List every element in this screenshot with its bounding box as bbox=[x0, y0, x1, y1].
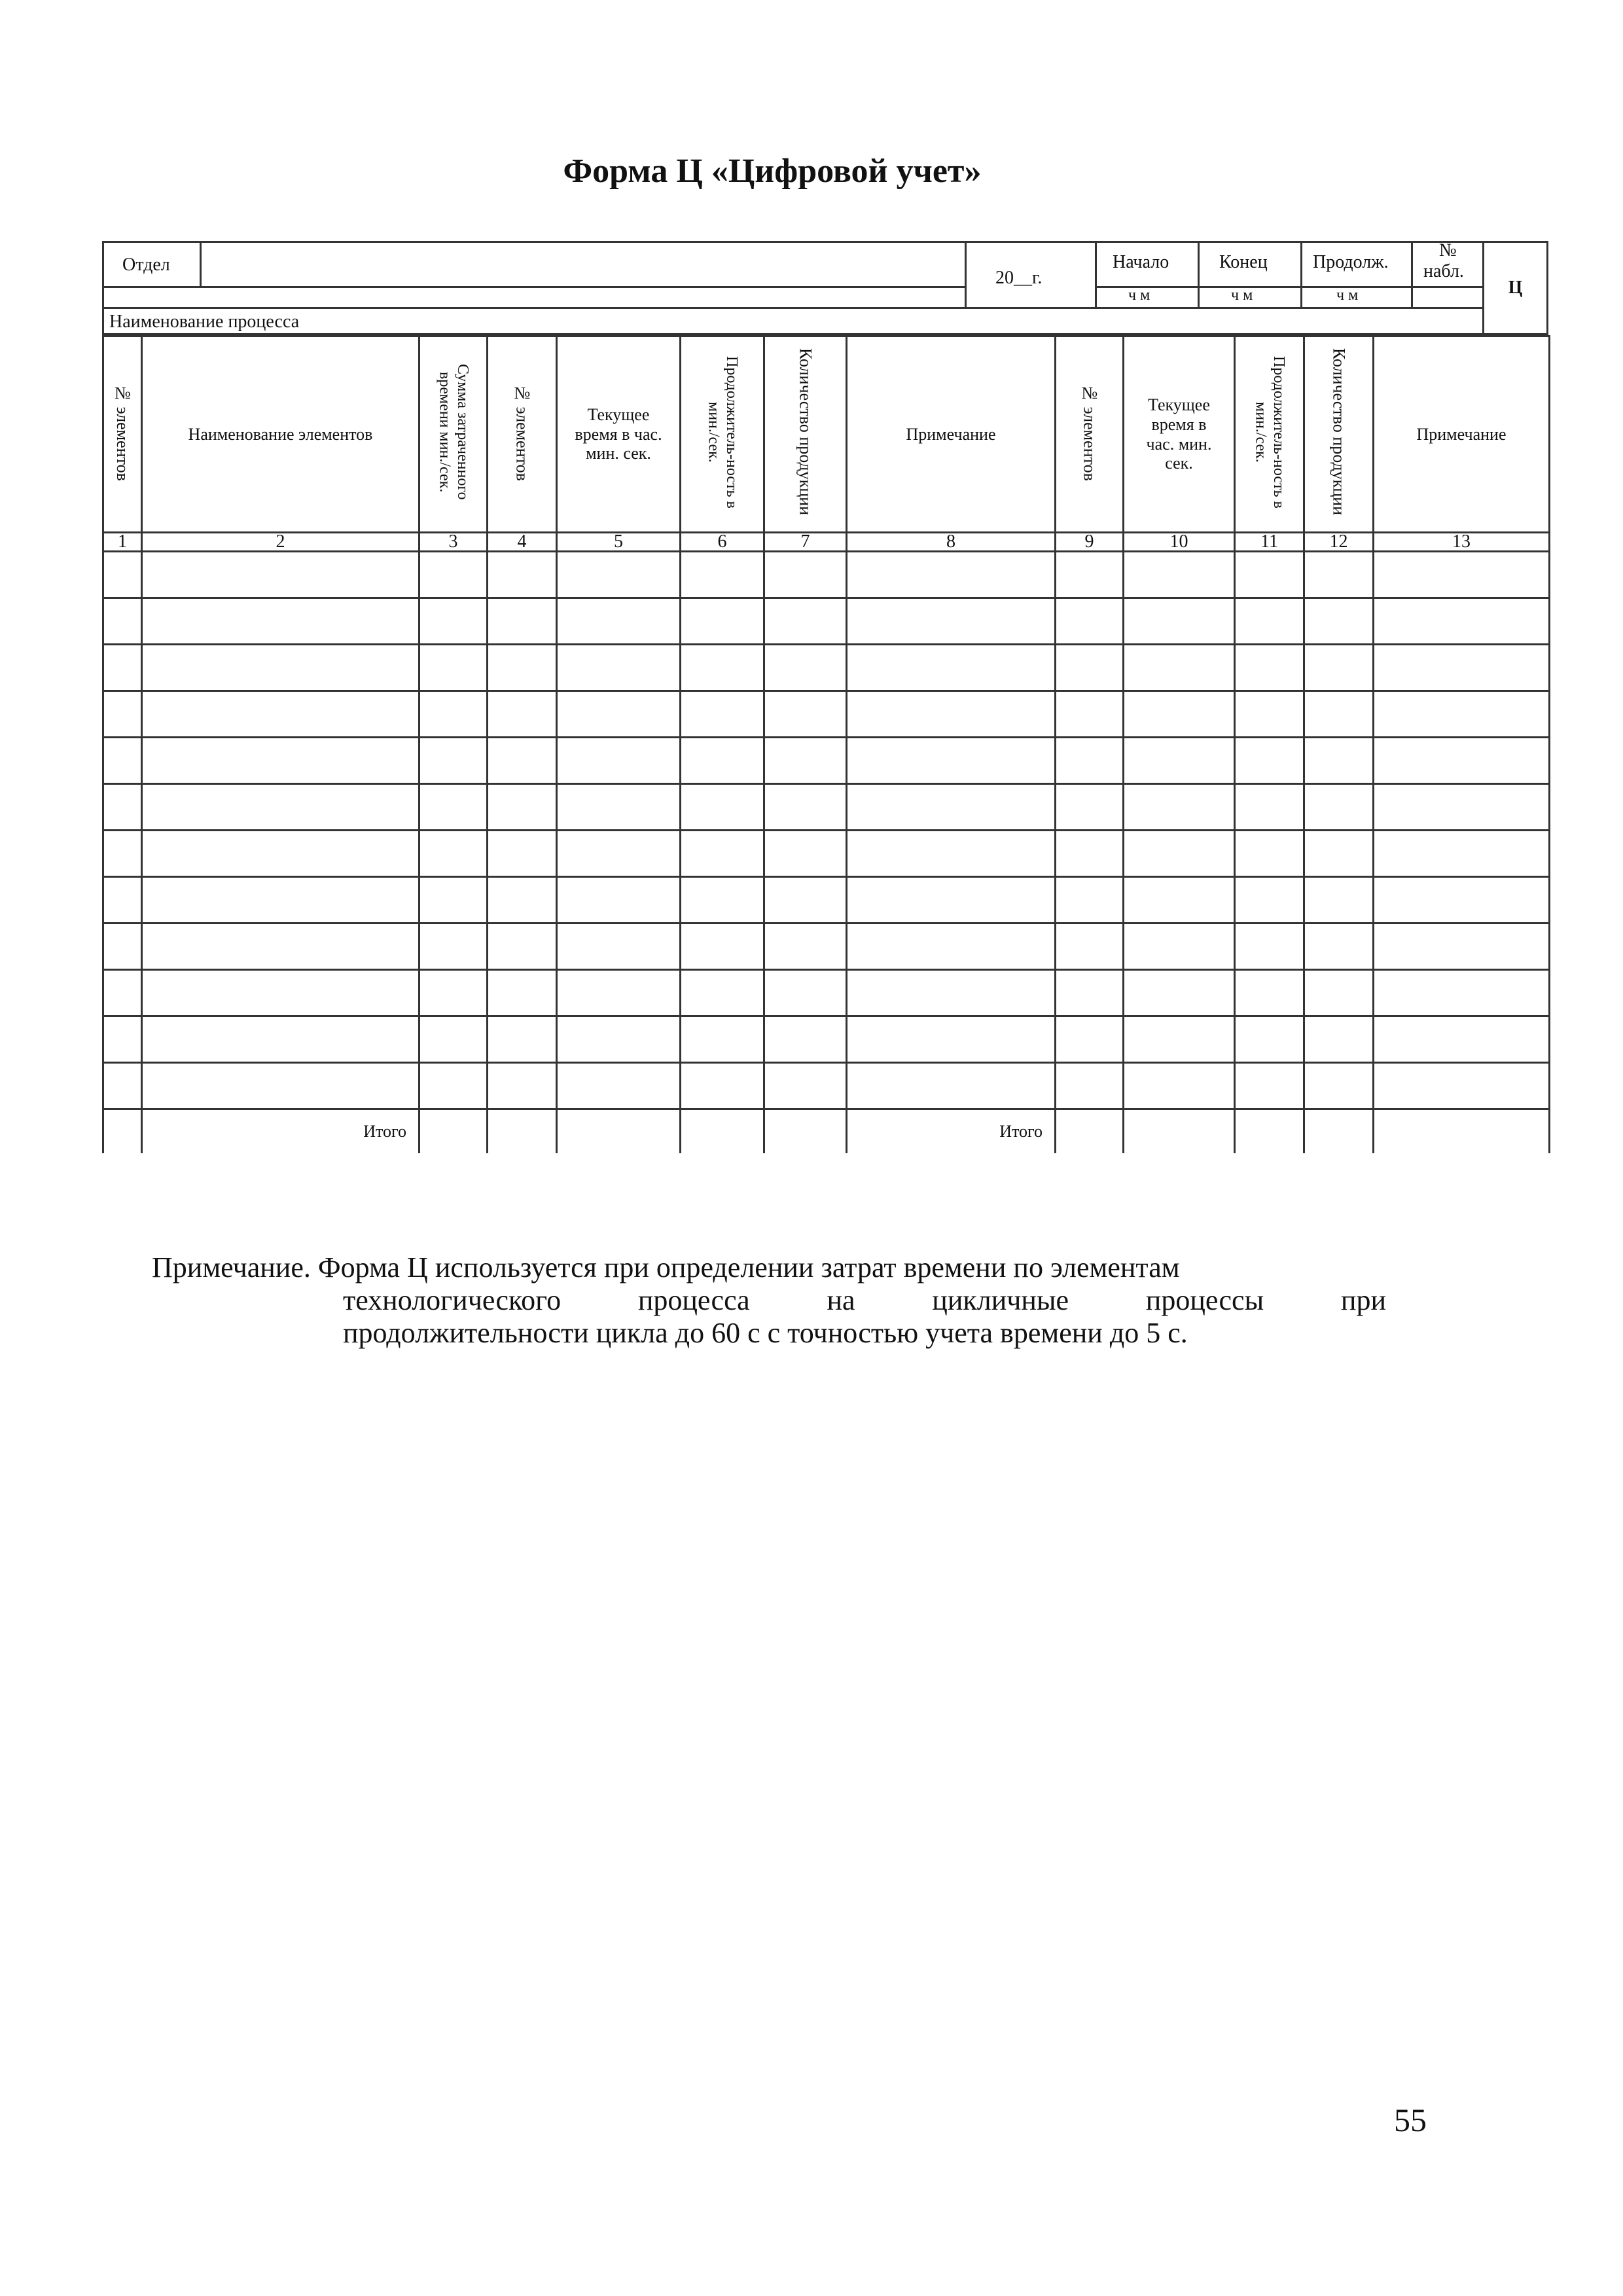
obs-label-2: набл. bbox=[1423, 261, 1464, 281]
col-header-11: Продолжитель-ность в мин./сек. bbox=[1235, 336, 1304, 533]
start-label: Начало bbox=[1113, 252, 1169, 272]
table-row bbox=[103, 1016, 1550, 1063]
col-header-2: Наименование элементов bbox=[142, 336, 419, 533]
column-number-row bbox=[103, 533, 1550, 552]
start-hm: ч м bbox=[1128, 287, 1150, 304]
form-letter-cell bbox=[1482, 241, 1548, 335]
col-num-7: 7 bbox=[764, 533, 847, 552]
table-row bbox=[103, 691, 1550, 738]
obs-value-cell bbox=[1411, 286, 1484, 309]
col-header-5: Текущее время в час. мин. сек. bbox=[557, 336, 681, 533]
form-letter: Ц bbox=[1508, 278, 1523, 298]
col-header-4: № элементов bbox=[488, 336, 557, 533]
table-row bbox=[103, 552, 1550, 598]
obs-cell bbox=[1411, 241, 1484, 288]
col-num-5: 5 bbox=[557, 533, 681, 552]
col-header-6: Продолжитель-ность в мин./сек. bbox=[681, 336, 764, 533]
col-num-2: 2 bbox=[142, 533, 419, 552]
col-num-10: 10 bbox=[1124, 533, 1235, 552]
col-header-1: № элементов bbox=[103, 336, 142, 533]
dept-field bbox=[200, 241, 967, 288]
col-num-13: 13 bbox=[1374, 533, 1550, 552]
col-num-12: 12 bbox=[1304, 533, 1374, 552]
start-cell bbox=[1095, 241, 1200, 288]
form-header bbox=[102, 241, 1548, 335]
process-name-row bbox=[102, 307, 1484, 335]
col-header-12: Количество продукции bbox=[1304, 336, 1374, 533]
col-num-11: 11 bbox=[1235, 533, 1304, 552]
total-row bbox=[103, 1109, 1550, 1154]
footnote bbox=[152, 1251, 1386, 1350]
start-hm-cell bbox=[1095, 286, 1200, 309]
col-num-1: 1 bbox=[103, 533, 142, 552]
dept-label-cell bbox=[102, 241, 202, 288]
end-cell bbox=[1198, 241, 1302, 288]
col-num-9: 9 bbox=[1056, 533, 1124, 552]
time-record-table bbox=[102, 335, 1550, 1153]
dept-label: Отдел bbox=[122, 255, 170, 275]
duration-hm: ч м bbox=[1336, 287, 1359, 304]
note-line-3: продолжительности цикла до 60 с с точностью учета времени до 5 с. bbox=[343, 1317, 1188, 1349]
note-line-2: технологического процесса на цикличные процессы при bbox=[343, 1284, 1386, 1316]
table-row bbox=[103, 877, 1550, 924]
page-number: 55 bbox=[1394, 2102, 1427, 2138]
note-line-1: Примечание. Форма Ц используется при определении затрат времени по элементам bbox=[152, 1251, 1180, 1283]
table-row bbox=[103, 784, 1550, 831]
end-hm-cell bbox=[1198, 286, 1302, 309]
total-label-right: Итого bbox=[847, 1109, 1056, 1154]
obs-label-1: № bbox=[1439, 240, 1457, 260]
table-row bbox=[103, 970, 1550, 1016]
table-row bbox=[103, 645, 1550, 691]
duration-cell bbox=[1300, 241, 1413, 288]
table-row bbox=[103, 924, 1550, 970]
table-row bbox=[103, 1063, 1550, 1109]
table-row bbox=[103, 598, 1550, 645]
col-header-8: Примечание bbox=[847, 336, 1056, 533]
blank-sub-row bbox=[102, 286, 967, 309]
process-label: Наименование процесса bbox=[109, 312, 300, 332]
page-title: Форма Ц «Цифровой учет» bbox=[563, 152, 982, 190]
col-header-3: Сумма затраченного времени мин./сек. bbox=[419, 336, 488, 533]
duration-hm-cell bbox=[1300, 286, 1413, 309]
year-cell bbox=[965, 241, 1097, 309]
col-num-8: 8 bbox=[847, 533, 1056, 552]
col-header-10: Текущее время в час. мин. сек. bbox=[1124, 336, 1235, 533]
table-row bbox=[103, 831, 1550, 877]
duration-label: Продолж. bbox=[1313, 252, 1389, 272]
col-num-3: 3 bbox=[419, 533, 488, 552]
col-header-9: № элементов bbox=[1056, 336, 1124, 533]
total-label-left: Итого bbox=[142, 1109, 419, 1154]
table-row bbox=[103, 738, 1550, 784]
col-header-13: Примечание bbox=[1374, 336, 1550, 533]
end-label: Конец bbox=[1219, 252, 1268, 272]
year-label: 20__г. bbox=[995, 268, 1043, 288]
column-header-row bbox=[103, 336, 1550, 533]
end-hm: ч м bbox=[1231, 287, 1253, 304]
col-header-7: Количество продукции bbox=[764, 336, 847, 533]
col-num-4: 4 bbox=[488, 533, 557, 552]
col-num-6: 6 bbox=[681, 533, 764, 552]
